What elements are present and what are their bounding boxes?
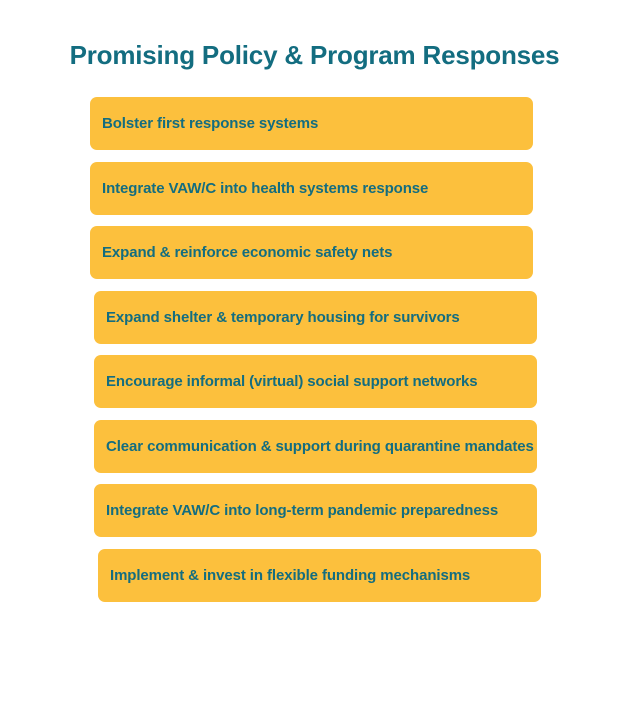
list-item-economic-safety-nets — [90, 226, 533, 279]
list-item-quarantine-communication — [94, 420, 537, 473]
list-item-label: Integrate VAW/C into long-term pandemic preparedness — [106, 502, 499, 519]
list-item-label: Implement & invest in flexible funding mechanisms — [110, 567, 471, 584]
list-item-bolster-first-response — [90, 97, 533, 150]
list-item-shelter-housing — [94, 291, 537, 344]
list-item-flexible-funding — [98, 549, 541, 602]
list-item-label: Expand shelter & temporary housing for survivors — [106, 309, 460, 326]
list-item-integrate-health-systems — [90, 162, 533, 215]
list-item-label: Expand & reinforce economic safety nets — [102, 244, 393, 261]
list-item-label: Encourage informal (virtual) social support networks — [106, 373, 478, 390]
list-item-pandemic-preparedness — [94, 484, 537, 537]
list-item-social-support-networks — [94, 355, 537, 408]
list-item-label: Bolster first response systems — [102, 115, 319, 132]
list-item-label: Clear communication & support during quarantine mandates — [106, 438, 534, 455]
list-item-label: Integrate VAW/C into health systems response — [102, 180, 429, 197]
page-title: Promising Policy & Program Responses — [69, 40, 560, 70]
